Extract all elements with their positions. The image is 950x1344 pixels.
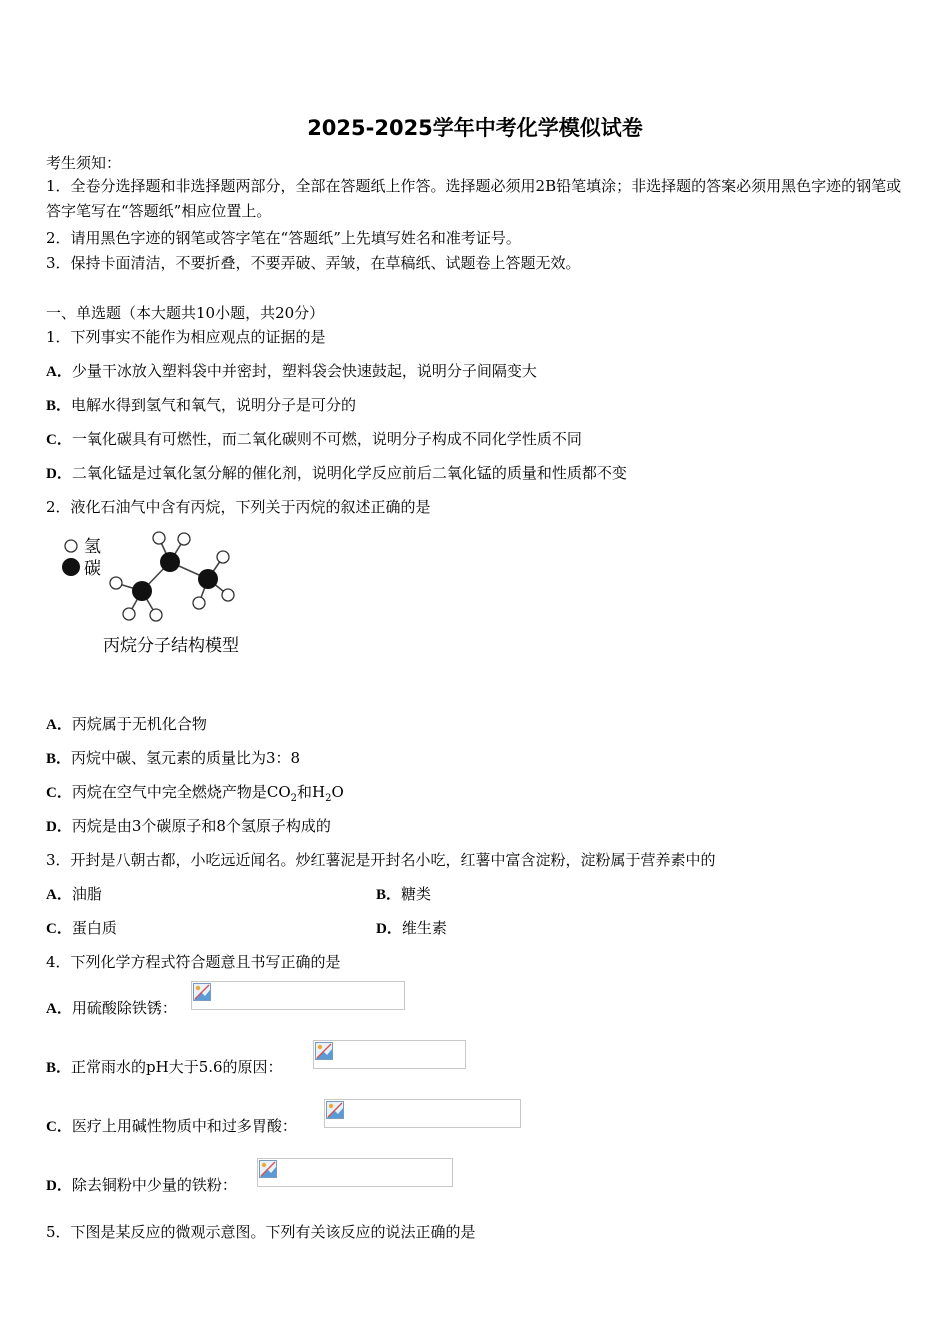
hydrogen-atom [193, 597, 205, 609]
q1-option-c [46, 428, 582, 449]
q3-option-a [46, 883, 102, 904]
q3-option-b-label: B． [376, 887, 402, 903]
q3-option-d-label: D． [376, 921, 402, 937]
q2-stem: 2．液化石油气中含有丙烷，下列关于丙烷的叙述正确的是 [46, 498, 431, 516]
legend-carbon-label: 碳 [84, 559, 101, 579]
q2-option-a-label: A． [46, 717, 72, 733]
q3-option-b [376, 883, 431, 904]
q1-option-c-text: 一氧化碳具有可燃性，而二氧化碳则不可燃，说明分子构成不同化学性质不同 [71, 430, 582, 448]
legend-carbon-icon [62, 558, 80, 576]
figure-caption: 丙烷分子结构模型 [103, 636, 239, 656]
q4-option-d-label: D． [46, 1178, 72, 1194]
q4-option-c-text: 医疗上用碱性物质中和过多胃酸： [71, 1117, 297, 1135]
legend-hydrogen-label: 氢 [84, 537, 101, 557]
q1-option-a-text: 少量干冰放入塑料袋中并密封，塑料袋会快速鼓起，说明分子间隔变大 [71, 362, 537, 380]
notice-item-3: 3．保持卡面清洁，不要折叠，不要弄破、弄皱，在草稿纸、试题卷上答题无效。 [46, 254, 581, 272]
q4-option-d-equation-image [257, 1158, 453, 1187]
q3-option-b-text: 糖类 [401, 885, 432, 903]
q4-option-a-text: 用硫酸除铁锈： [71, 999, 177, 1017]
q3-option-d [376, 917, 447, 938]
notice-item-2: 2．请用黑色字迹的钢笔或答字笔在“答题纸”上先填写姓名和准考证号。 [46, 229, 521, 247]
q2-option-d [46, 815, 331, 836]
q4-option-d-text: 除去铜粉中少量的铁粉： [71, 1176, 237, 1194]
q4-option-c-equation-image [324, 1099, 521, 1128]
q4-option-a-label: A． [46, 1001, 72, 1017]
q2-option-b-label: B． [46, 751, 72, 767]
q3-option-a-label: A． [46, 887, 72, 903]
q3-option-d-text: 维生素 [401, 919, 447, 937]
carbon-atom [160, 552, 180, 572]
carbon-atom [198, 569, 218, 589]
q1-option-d-text: 二氧化锰是过氧化氢分解的催化剂，说明化学反应前后二氧化锰的质量和性质都不变 [71, 464, 627, 482]
q2-option-a-text: 丙烷属于无机化合物 [71, 715, 207, 733]
q3-option-c-label: C． [46, 921, 72, 937]
hydrogen-atom [222, 589, 234, 601]
q2-option-c-label: C． [46, 785, 72, 801]
hydrogen-atom [150, 609, 162, 621]
notice-heading: 考生须知： [46, 154, 122, 172]
q4-option-a [46, 997, 177, 1018]
q2-option-c-sub-2: 2 [325, 793, 332, 804]
broken-image-icon [315, 1042, 333, 1060]
q3-stem: 3．开封是八朝古都，小吃远近闻名。炒红薯泥是开封名小吃，红薯中富含淀粉，淀粉属于营养素中的 [46, 851, 716, 869]
q2-option-d-text: 丙烷是由3个碳原子和8个氢原子构成的 [71, 817, 331, 835]
q1-stem: 1．下列事实不能作为相应观点的证据的是 [46, 328, 326, 346]
broken-image-icon [259, 1160, 277, 1178]
hydrogen-atom [123, 608, 135, 620]
q2-option-a [46, 713, 207, 734]
q2-option-b [46, 747, 300, 768]
q1-option-b-label: B． [46, 398, 72, 414]
hydrogen-atom [110, 577, 122, 589]
q2-option-b-text: 丙烷中碳、氢元素的质量比为3：8 [71, 749, 301, 767]
q3-option-c [46, 917, 117, 938]
q1-option-d [46, 462, 627, 483]
legend-hydrogen-icon [65, 540, 77, 552]
q4-option-c-label: C． [46, 1119, 72, 1135]
section-heading: 一、单选题（本大题共10小题，共20分） [46, 304, 325, 322]
carbon-atom [132, 581, 152, 601]
q2-option-d-label: D． [46, 819, 72, 835]
q4-option-b [46, 1056, 283, 1077]
q1-option-b [46, 394, 356, 415]
q2-option-c-sub-1: 2 [290, 793, 297, 804]
q3-option-c-text: 蛋白质 [71, 919, 117, 937]
q1-option-c-label: C． [46, 432, 72, 448]
notice-item-1: 1．全卷分选择题和非选择题两部分，全部在答题纸上作答。选择题必须用2B铅笔填涂；非选择题的答案必须用黑色字迹的钢笔或答字笔写在“答题纸”相应位置上。 [46, 177, 902, 220]
page-title: 2025-2025学年中考化学模似试卷 [307, 116, 643, 140]
q2-option-c-text-2: 和H [297, 783, 326, 801]
hydrogen-atom [217, 551, 229, 563]
q1-option-a-label: A． [46, 364, 72, 380]
q4-option-b-text: 正常雨水的pH大于5.6的原因： [71, 1058, 283, 1076]
q1-option-b-text: 电解水得到氢气和氧气，说明分子是可分的 [71, 396, 357, 414]
q4-option-d [46, 1174, 237, 1195]
propane-model-figure [56, 526, 256, 661]
hydrogen-atom [178, 533, 190, 545]
broken-image-icon [193, 983, 211, 1001]
q2-option-c [46, 781, 344, 804]
q4-option-a-equation-image [191, 981, 405, 1010]
q2-option-c-text-1: 丙烷在空气中完全燃烧产物是CO [71, 783, 291, 801]
broken-image-icon [326, 1101, 344, 1119]
hydrogen-atom [153, 532, 165, 544]
q5-stem: 5．下图是某反应的微观示意图。下列有关该反应的说法正确的是 [46, 1223, 476, 1241]
q1-option-a [46, 360, 537, 381]
q4-option-b-equation-image [313, 1040, 466, 1069]
q4-stem: 4．下列化学方程式符合题意且书写正确的是 [46, 953, 341, 971]
q4-option-b-label: B． [46, 1060, 72, 1076]
q2-option-c-text-3: O [331, 783, 344, 801]
q4-option-c [46, 1115, 297, 1136]
q1-option-d-label: D． [46, 466, 72, 482]
q3-option-a-text: 油脂 [71, 885, 102, 903]
